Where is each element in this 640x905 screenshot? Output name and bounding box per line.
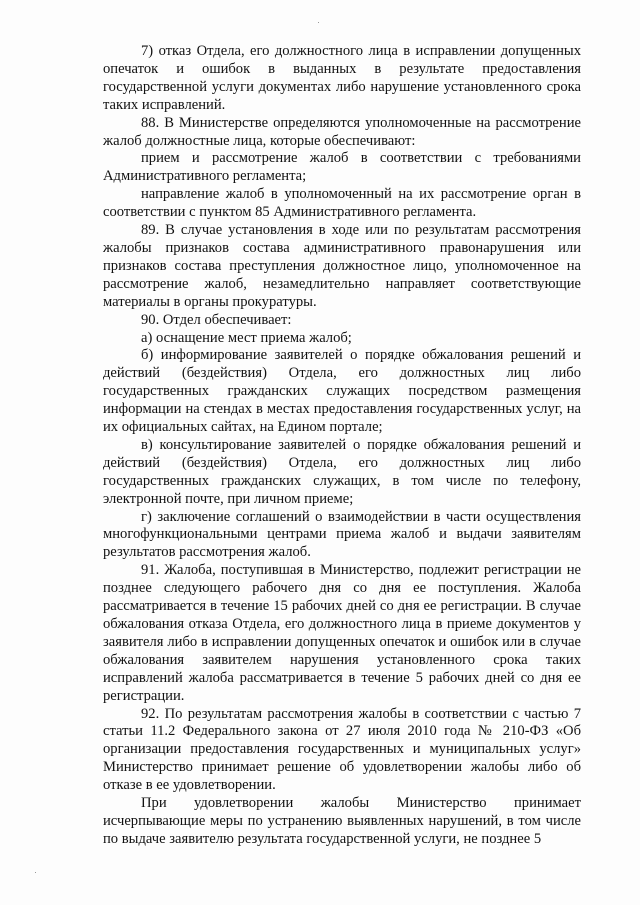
- paragraph-92: 92. По результатам рассмотрения жалобы в соответствии с частью 7 статьи 11.2 Федерального закона от 27 июля 2010 года № 210-ФЗ «Об организации предоставления государственных и муниципальных услуг» Министерство принимает решение об удовлетворении жалобы либо об отказе в ее удовлетворении.: [103, 705, 581, 794]
- paragraph-88-duty-2: направление жалоб в уполномоченный на их рассмотрение орган в соответствии с пунктом 85 Административного регламента.: [103, 186, 581, 221]
- document-body: [103, 43, 581, 849]
- paragraph-89: 89. В случае установления в ходе или по результатам рассмотрения жалобы признаков состава административного правонарушения или признаков состава преступления должностное лицо, уполномоченное на рассмотрение жалоб, незамедлительно направляет соответствующие материалы в органы прокуратуры.: [103, 222, 581, 310]
- paragraph-90-a: а) оснащение мест приема жалоб;: [141, 329, 352, 346]
- paragraph-91: 91. Жалоба, поступившая в Министерство, подлежит регистрации не позднее следующего рабочего дня со дня ее поступления. Жалоба рассматривается в течение 15 рабочих дней со дня ее регистрации. В случае обжалования отказа Отдела, его должностного лица в приеме документов у заявителя либо в исправлении допущенных опечаток и ошибок или в случае обжалования заявителем нарушения установленного срока таких исправлений жалоба рассматривается в течение 5 рабочих дней со дня ее регистрации.: [103, 562, 581, 704]
- paragraph-item-7: 7) отказ Отдела, его должностного лица в исправлении допущенных опечаток и ошибок в выданных в результате предоставления государственной услуги документах либо нарушение установленного срока таких исправлений.: [103, 43, 581, 113]
- paragraph-90-v: в) консультирование заявителей о порядке обжалования решений и действий (бездействия) Отдела, его должностных лиц либо государственных гражданских служащих, в том числе по телефону, электронной почте, при личном приеме;: [103, 436, 581, 507]
- paragraph-88: 88. В Министерстве определяются уполномоченные на рассмотрение жалоб должностные лица, которые обеспечивают:: [103, 114, 581, 149]
- scan-speck: [35, 872, 36, 873]
- paragraph-92-satisfaction: При удовлетворении жалобы Министерство принимает исчерпывающие меры по устранению выявленных нарушений, в том числе по выдаче заявителю результата государственной услуги, не позднее 5: [103, 795, 581, 847]
- paragraph-90: 90. Отдел обеспечивает:: [141, 311, 292, 328]
- scan-speck: [318, 22, 319, 23]
- paragraph-90-g: г) заключение соглашений о взаимодействии в части осуществления многофункциональными центрами приема жалоб и выдачи заявителям результатов рассмотрения жалоб.: [103, 508, 581, 561]
- paragraph-90-b: б) информирование заявителей о порядке обжалования решений и действий (бездействия) Отдела, его должностных лиц либо государственных гражданских служащих посредством размещения информации на стендах в местах предоставления государственных услуг, на их официальных сайтах, на Едином портале;: [103, 347, 581, 436]
- paragraph-88-duty-1: прием и рассмотрение жалоб в соответствии с требованиями Административного регламента;: [103, 150, 581, 185]
